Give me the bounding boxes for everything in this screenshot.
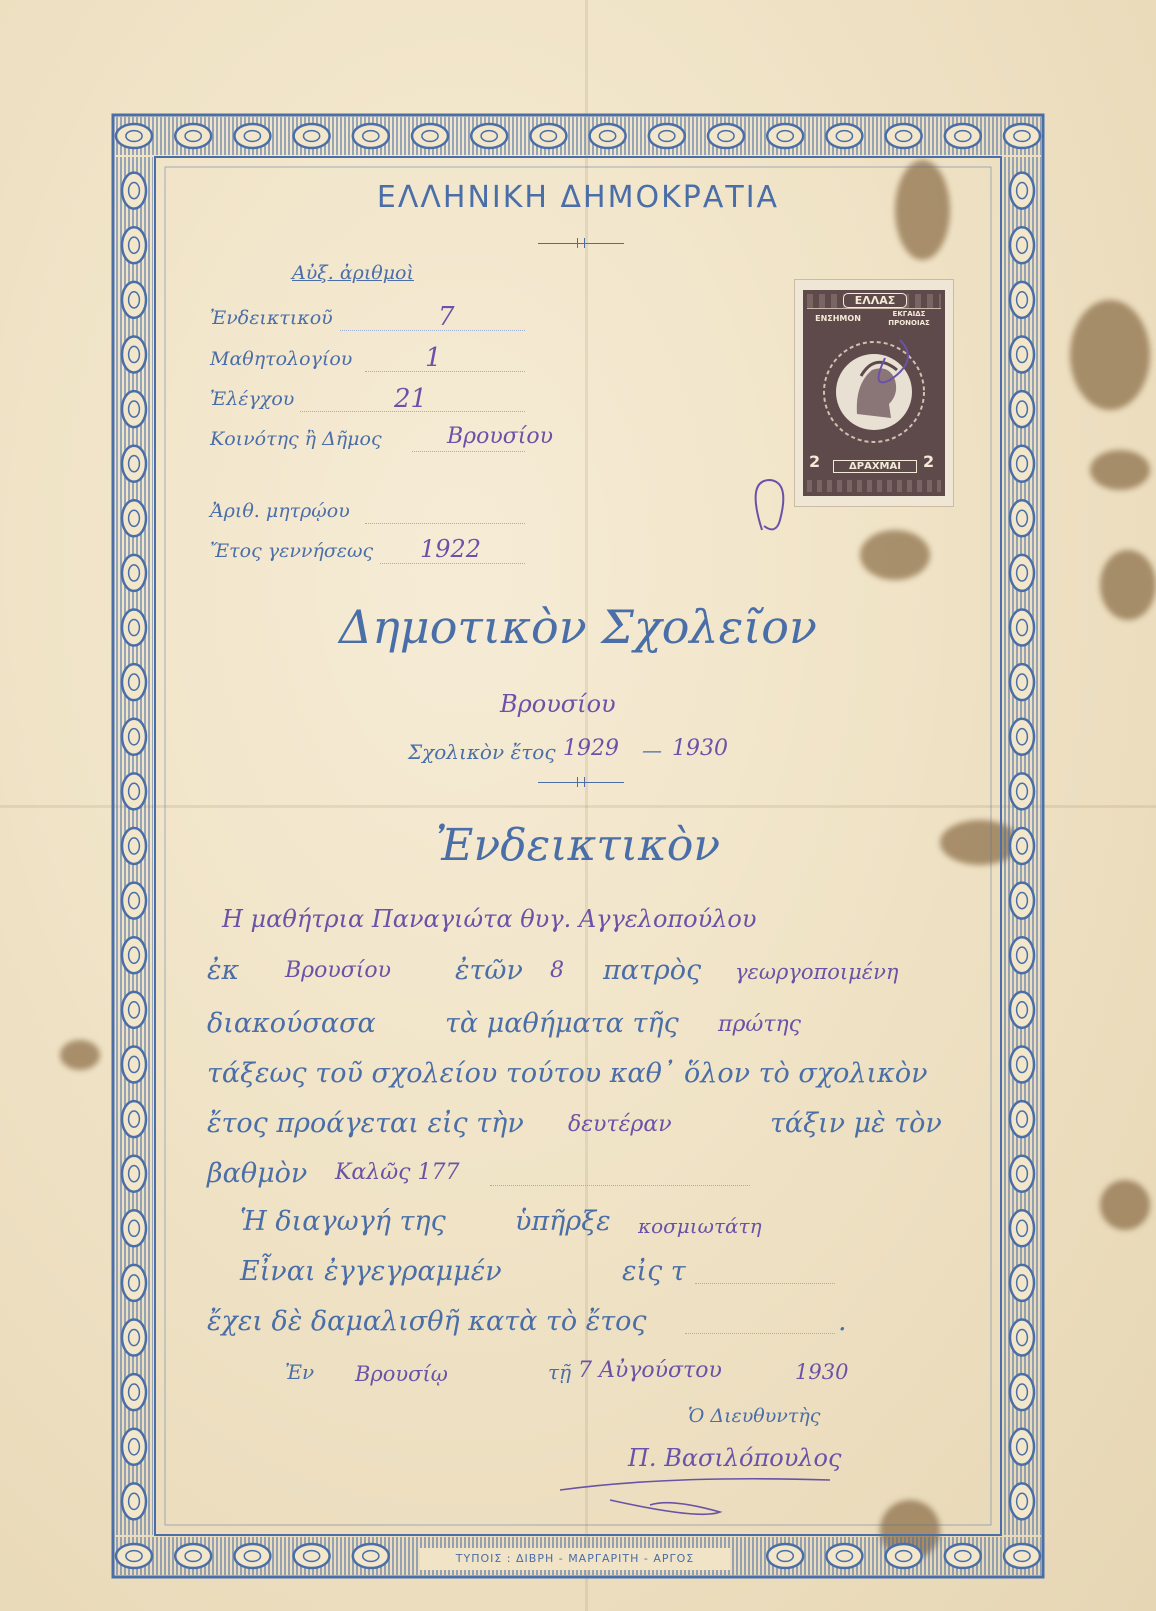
line-2-place: Βρουσίου — [285, 958, 391, 983]
value-mathitologiou: 1 — [425, 343, 442, 373]
stamp-value-left: 2 — [809, 452, 821, 471]
date-day-month: 7 Αὐγούστου — [578, 1358, 722, 1383]
dotted-line — [685, 1333, 835, 1334]
line-7-diagogi: Ἡ διαγωγή της — [240, 1206, 446, 1237]
line-5-taxin: τάξιν μὲ τὸν — [770, 1108, 942, 1139]
line-6-vathmon: βαθμὸν — [207, 1158, 308, 1189]
line-2-age: 8 — [550, 958, 564, 983]
label-koinotis: Κοινότης ἢ Δῆμος — [210, 428, 382, 450]
date-ti: τῇ — [548, 1360, 572, 1384]
printer-imprint: ΤΥΠΟΙΣ : ΔΙΒΡΗ - ΜΑΡΓΑΡΙΤΗ - ΑΡΓΟΣ — [420, 1548, 730, 1570]
line-7-conduct: κοσμιωτάτη — [638, 1214, 762, 1238]
signature-flourish — [550, 1450, 850, 1520]
value-koinotis: Βρουσίου — [447, 424, 553, 449]
label-etos-gennisews: Ἔτος γεννήσεως — [210, 540, 374, 562]
line-7-ypirxe: ὑπῆρξε — [515, 1206, 611, 1237]
divider-mark — [577, 777, 585, 787]
numbers-heading: Αὐξ. ἀριθμοὶ — [292, 262, 414, 284]
value-endeiktikou: 7 — [438, 302, 455, 332]
line-2-patros: πατρὸς — [603, 955, 702, 986]
line-6-grade: Καλῶς 177 — [335, 1160, 460, 1185]
stamp-right-text: ΕΚΓΑΙΔΣ ΠΡΟΝΟΙΑΣ — [888, 310, 930, 327]
school-year-dash: — — [642, 738, 662, 762]
line-9-damalisthi: ἔχει δὲ δαμαλισθῆ κατὰ τὸ ἔτος — [207, 1306, 647, 1337]
dotted-line — [490, 1185, 750, 1186]
line-9-period: . — [838, 1306, 847, 1337]
label-elegxou: Ἐλέγχου — [210, 388, 295, 410]
stamp-top-text: ΕΛΛΑΣ — [843, 293, 907, 308]
divider-mark — [577, 238, 585, 248]
line-3-diakousasa: διακούσασα — [207, 1008, 376, 1039]
dotted-line — [365, 523, 525, 524]
label-mitroou: Ἀριθ. μητρῴου — [210, 500, 350, 522]
line-3-class: πρώτης — [718, 1012, 802, 1037]
stamp-bottom-text: ΔΡΑΧΜΑΙ — [833, 460, 917, 473]
line-2-ek: ἐκ — [207, 955, 240, 986]
date-en: Ἐν — [285, 1360, 315, 1384]
line-5-proagetai: ἔτος προάγεται εἰς τὴν — [207, 1108, 524, 1139]
school-place: Βρουσίου — [500, 690, 616, 718]
dotted-line — [365, 371, 525, 372]
line-2-eton: ἐτῶν — [455, 955, 523, 986]
school-title: Δημοτικὸν Σχολεῖον — [339, 600, 817, 654]
label-mathitologiou: Μαθητολογίου — [210, 348, 353, 370]
line-1-student: Η μαθήτρια Παναγιώτα θυγ. Αγγελοπούλου — [222, 905, 757, 933]
value-elegxou: 21 — [394, 384, 428, 414]
signer-label: Ὁ Διευθυντὴς — [688, 1405, 821, 1427]
line-5-next-class: δευτέραν — [568, 1112, 672, 1137]
school-year-label: Σχολικὸν ἔτος — [408, 740, 556, 764]
dotted-line — [380, 563, 525, 564]
line-4-text: τάξεως τοῦ σχολείου τούτου καθ᾽ ὅλον τὸ σχολικὸν — [207, 1058, 928, 1089]
school-year-to: 1930 — [672, 736, 728, 761]
certificate-title: Ἐνδεικτικὸν — [435, 820, 721, 871]
dotted-line — [412, 451, 525, 452]
school-year-from: 1929 — [563, 736, 619, 761]
signature: Π. Βασιλόπουλος — [628, 1444, 842, 1472]
line-2-father-job: γεωργοποιμένη — [735, 960, 899, 984]
date-place: Βρουσίῳ — [355, 1362, 448, 1386]
line-8-eis: εἰς τ — [622, 1256, 686, 1287]
line-8-eggegrammen: Εἶναι ἐγγεγραμμέν — [240, 1256, 502, 1287]
dotted-line — [340, 330, 525, 331]
value-etos-gennisews: 1922 — [420, 535, 482, 563]
dotted-line — [695, 1283, 835, 1284]
line-3-mathimata: τὰ μαθήματα τῆς — [445, 1008, 679, 1039]
stamp-value-right: 2 — [923, 452, 935, 471]
label-endeiktikou: Ἐνδεικτικοῦ — [210, 307, 333, 329]
country-title: ΕΛΛΗΝΙΚΗ ΔΗΜΟΚΡΑΤΙΑ — [376, 180, 780, 215]
date-year: 1930 — [795, 1360, 849, 1384]
stamp-left-text: ΕΝΣΗΜΟΝ — [815, 314, 861, 323]
stamp-cancellation-scribble — [750, 330, 930, 540]
